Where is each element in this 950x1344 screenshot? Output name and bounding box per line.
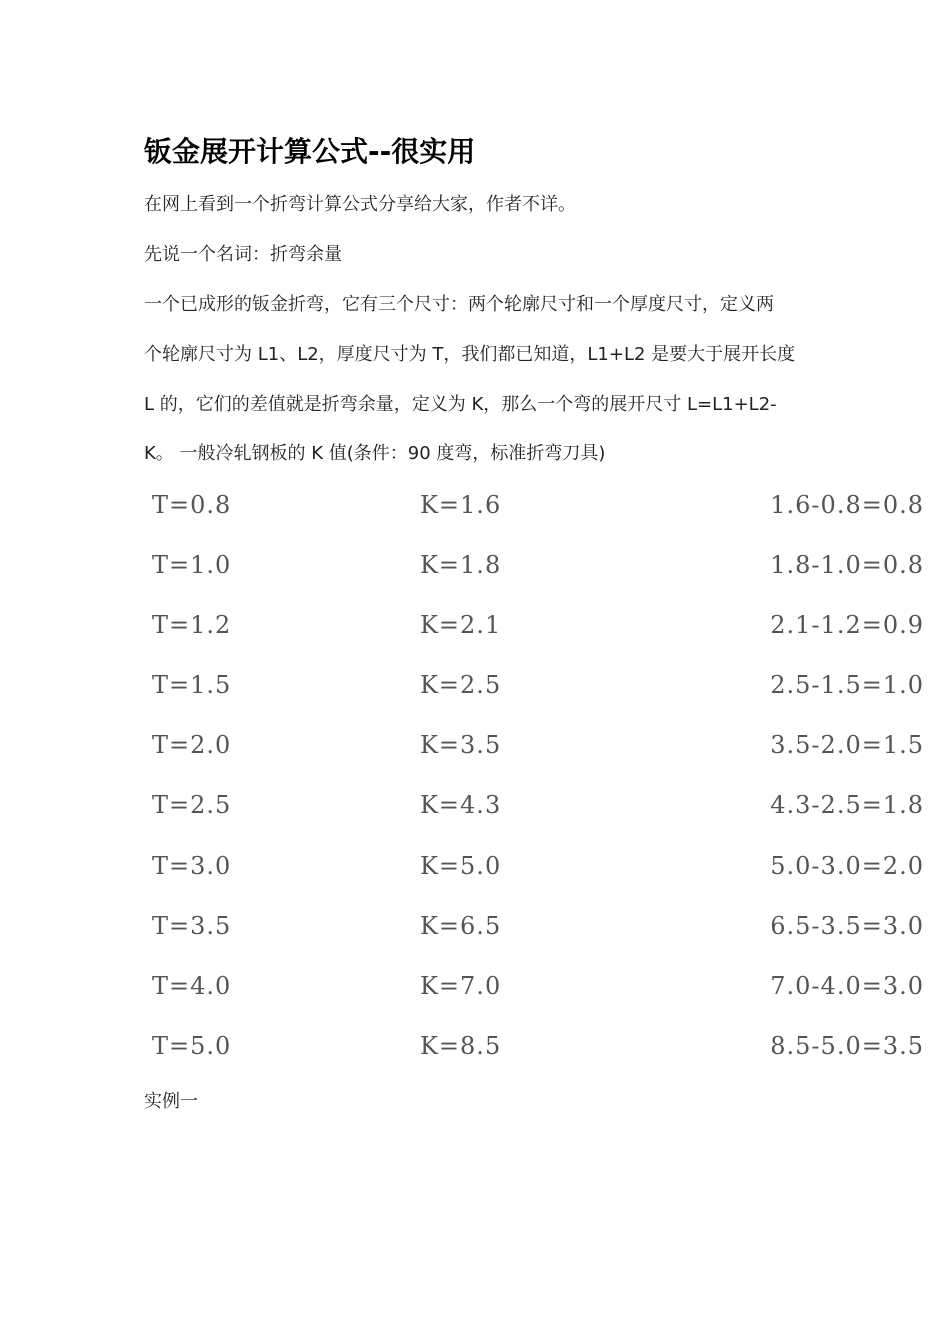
k-value: K=1.8 (420, 551, 502, 580)
table-row (144, 482, 934, 542)
k-value: K=3.5 (420, 731, 502, 760)
k-value: K=1.6 (420, 491, 502, 519)
difference-value: 3.5-2.0=1.5 (770, 731, 924, 760)
k-value: K=2.1 (420, 611, 502, 640)
thickness-value: T=0.8 (152, 491, 232, 519)
difference-value: 2.5-1.5=1.0 (770, 671, 924, 700)
k-value: K=7.0 (420, 971, 502, 1000)
difference-value: 7.0-4.0=3.0 (770, 971, 924, 1000)
table-row (144, 1023, 934, 1083)
k-value: K=4.3 (420, 791, 502, 820)
thickness-value: T=1.0 (152, 551, 232, 580)
example-heading: 实例一 (144, 1091, 198, 1112)
term-paragraph: 先说一个名词：折弯余量 (144, 244, 342, 265)
difference-value: 2.1-1.2=0.9 (770, 611, 924, 640)
intro-paragraph: 在网上看到一个折弯计算公式分享给大家，作者不详。 (144, 194, 576, 215)
difference-value: 5.0-3.0=2.0 (770, 851, 924, 880)
thickness-value: T=4.0 (152, 971, 232, 1000)
table-row (144, 602, 934, 662)
table-row (144, 903, 934, 963)
k-value: K=6.5 (420, 911, 502, 940)
definition-line-2: 个轮廓尺寸为 L1、L2，厚度尺寸为 T，我们都已知道，L1+L2 是要大于展开长度 (144, 344, 796, 365)
k-value: K=5.0 (420, 851, 502, 880)
k-value-table (144, 482, 934, 1083)
thickness-value: T=1.2 (152, 611, 232, 640)
table-row (144, 542, 934, 602)
thickness-value: T=3.5 (152, 911, 232, 940)
page-title: 钣金展开计算公式--很实用 (144, 135, 476, 168)
thickness-value: T=1.5 (152, 671, 232, 700)
thickness-value: T=2.5 (152, 791, 232, 820)
difference-value: 4.3-2.5=1.8 (770, 791, 924, 820)
k-value: K=8.5 (420, 1031, 502, 1060)
definition-line-4: K。 一般冷轧钢板的 K 值(条件：90 度弯，标准折弯刀具) (144, 443, 606, 464)
table-row (144, 782, 934, 842)
k-value: K=2.5 (420, 671, 502, 700)
difference-value: 1.6-0.8=0.8 (770, 491, 924, 519)
table-row (144, 843, 934, 903)
difference-value: 8.5-5.0=3.5 (770, 1031, 924, 1060)
difference-value: 6.5-3.5=3.0 (770, 911, 924, 940)
definition-line-1: 一个已成形的钣金折弯，它有三个尺寸：两个轮廓尺寸和一个厚度尺寸，定义两 (144, 294, 774, 315)
thickness-value: T=5.0 (152, 1031, 232, 1060)
thickness-value: T=3.0 (152, 851, 232, 880)
table-row (144, 722, 934, 782)
definition-line-3: L 的，它们的差值就是折弯余量，定义为 K，那么一个弯的展开尺寸 L=L1+L2- (144, 394, 777, 415)
table-row (144, 662, 934, 722)
table-row (144, 963, 934, 1023)
thickness-value: T=2.0 (152, 731, 232, 760)
difference-value: 1.8-1.0=0.8 (770, 551, 924, 580)
